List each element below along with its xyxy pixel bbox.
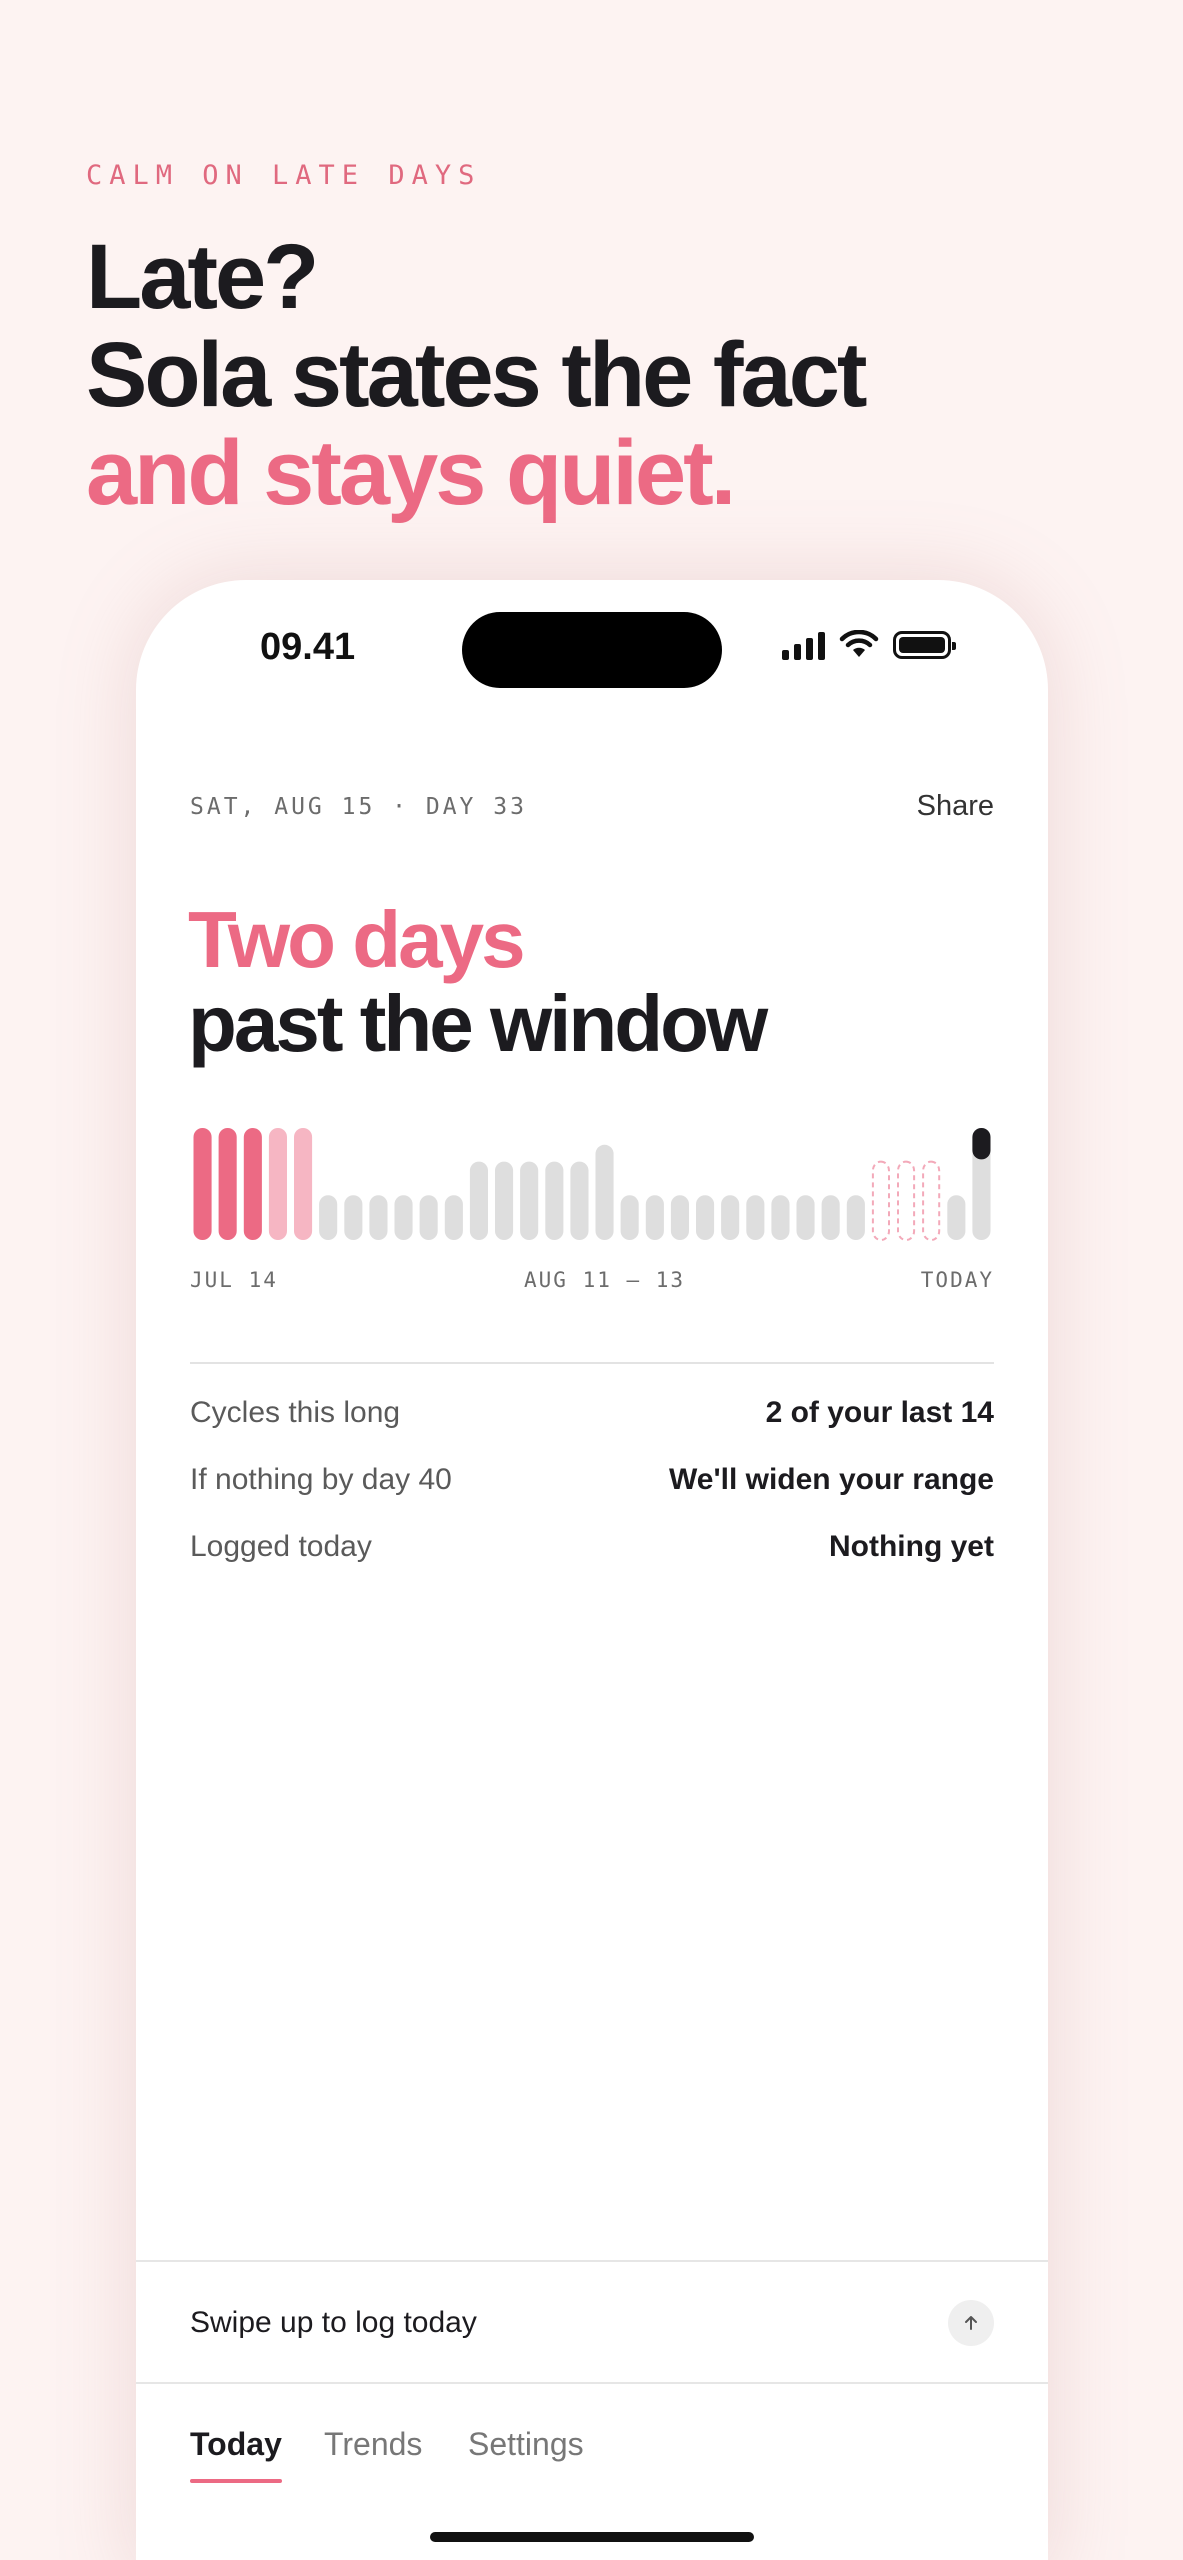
tick-label-start: JUL 14 bbox=[190, 1268, 278, 1292]
cycle-bar-chart bbox=[190, 1128, 994, 1252]
chart-bar-normal bbox=[570, 1162, 588, 1240]
status-title-rest: past the window bbox=[188, 979, 766, 1068]
expand-sheet-button[interactable] bbox=[948, 2300, 994, 2346]
tick-label-today: TODAY bbox=[920, 1268, 994, 1292]
chart-bar-window bbox=[923, 1162, 939, 1240]
status-time: 09.41 bbox=[260, 626, 356, 668]
tick-label-window: AUG 11 – 13 bbox=[524, 1268, 686, 1292]
chart-bar-period bbox=[194, 1128, 212, 1240]
stat-value: We'll widen your range bbox=[669, 1463, 994, 1496]
tab-settings[interactable]: Settings bbox=[468, 2426, 584, 2462]
tab-trends[interactable]: Trends bbox=[324, 2426, 423, 2462]
chart-bar-normal bbox=[420, 1195, 438, 1240]
chart-bar-window bbox=[873, 1162, 889, 1240]
chart-bar-period-light bbox=[294, 1128, 312, 1240]
stat-row-cycles bbox=[190, 1396, 994, 1430]
chart-bar-normal bbox=[445, 1195, 463, 1240]
chart-bar-normal bbox=[696, 1195, 714, 1240]
chart-bar-normal bbox=[369, 1195, 387, 1240]
status-title bbox=[188, 895, 766, 1068]
chart-bar-normal bbox=[671, 1195, 689, 1240]
chart-bar-normal bbox=[621, 1195, 639, 1240]
chart-bar-period-light bbox=[269, 1128, 287, 1240]
dynamic-island bbox=[462, 612, 722, 688]
stat-label: Logged today bbox=[190, 1530, 372, 1563]
chart-bar-normal bbox=[596, 1145, 614, 1240]
chart-bar-normal bbox=[520, 1162, 538, 1240]
chart-bar-normal bbox=[344, 1195, 362, 1240]
stat-value: 2 of your last 14 bbox=[765, 1396, 994, 1429]
marketing-headline bbox=[86, 228, 865, 522]
chart-bar-window bbox=[898, 1162, 914, 1240]
log-today-sheet[interactable] bbox=[136, 2260, 1048, 2384]
status-title-accent: Two days bbox=[188, 895, 523, 984]
headline-line-3: and stays quiet. bbox=[86, 422, 734, 524]
stat-label: Cycles this long bbox=[190, 1396, 401, 1429]
chart-bar-normal bbox=[771, 1195, 789, 1240]
chart-bar-today-marker bbox=[972, 1128, 990, 1159]
phone-frame bbox=[136, 580, 1048, 2560]
chart-bar-period bbox=[244, 1128, 262, 1240]
chart-bar-normal bbox=[721, 1195, 739, 1240]
chart-bar-normal bbox=[395, 1195, 413, 1240]
chart-bar-normal bbox=[495, 1162, 513, 1240]
divider bbox=[190, 1362, 994, 1364]
swipe-label: Swipe up to log today bbox=[190, 2306, 477, 2339]
tab-today[interactable]: Today bbox=[190, 2426, 282, 2462]
eyebrow-label: CALM ON LATE DAYS bbox=[86, 160, 482, 191]
chart-bar-normal bbox=[470, 1162, 488, 1240]
chart-bar-normal bbox=[847, 1195, 865, 1240]
headline-line-1: Late? bbox=[86, 226, 317, 328]
chart-tick-labels bbox=[190, 1268, 994, 1298]
wifi-icon bbox=[839, 630, 879, 660]
stat-label: If nothing by day 40 bbox=[190, 1463, 452, 1496]
chart-bar-normal bbox=[746, 1195, 764, 1240]
chart-bar-normal bbox=[822, 1195, 840, 1240]
stat-row-logged-today bbox=[190, 1530, 994, 1564]
headline-line-2: Sola states the fact bbox=[86, 324, 865, 426]
cellular-signal-icon bbox=[782, 630, 825, 660]
chart-bar-normal bbox=[797, 1195, 815, 1240]
stat-row-nothing-by-day-40 bbox=[190, 1463, 994, 1497]
chart-bar-normal bbox=[947, 1195, 965, 1240]
home-indicator bbox=[430, 2532, 754, 2542]
chart-bar-period bbox=[219, 1128, 237, 1240]
status-icons bbox=[782, 630, 951, 660]
chart-bar-normal bbox=[545, 1162, 563, 1240]
share-button[interactable]: Share bbox=[916, 790, 994, 822]
stat-value: Nothing yet bbox=[829, 1530, 994, 1563]
battery-icon bbox=[893, 631, 951, 659]
chart-bar-normal bbox=[646, 1195, 664, 1240]
date-line: SAT, AUG 15 · DAY 33 bbox=[190, 794, 527, 820]
arrow-up-icon bbox=[961, 2313, 981, 2333]
chart-bar-normal bbox=[319, 1195, 337, 1240]
